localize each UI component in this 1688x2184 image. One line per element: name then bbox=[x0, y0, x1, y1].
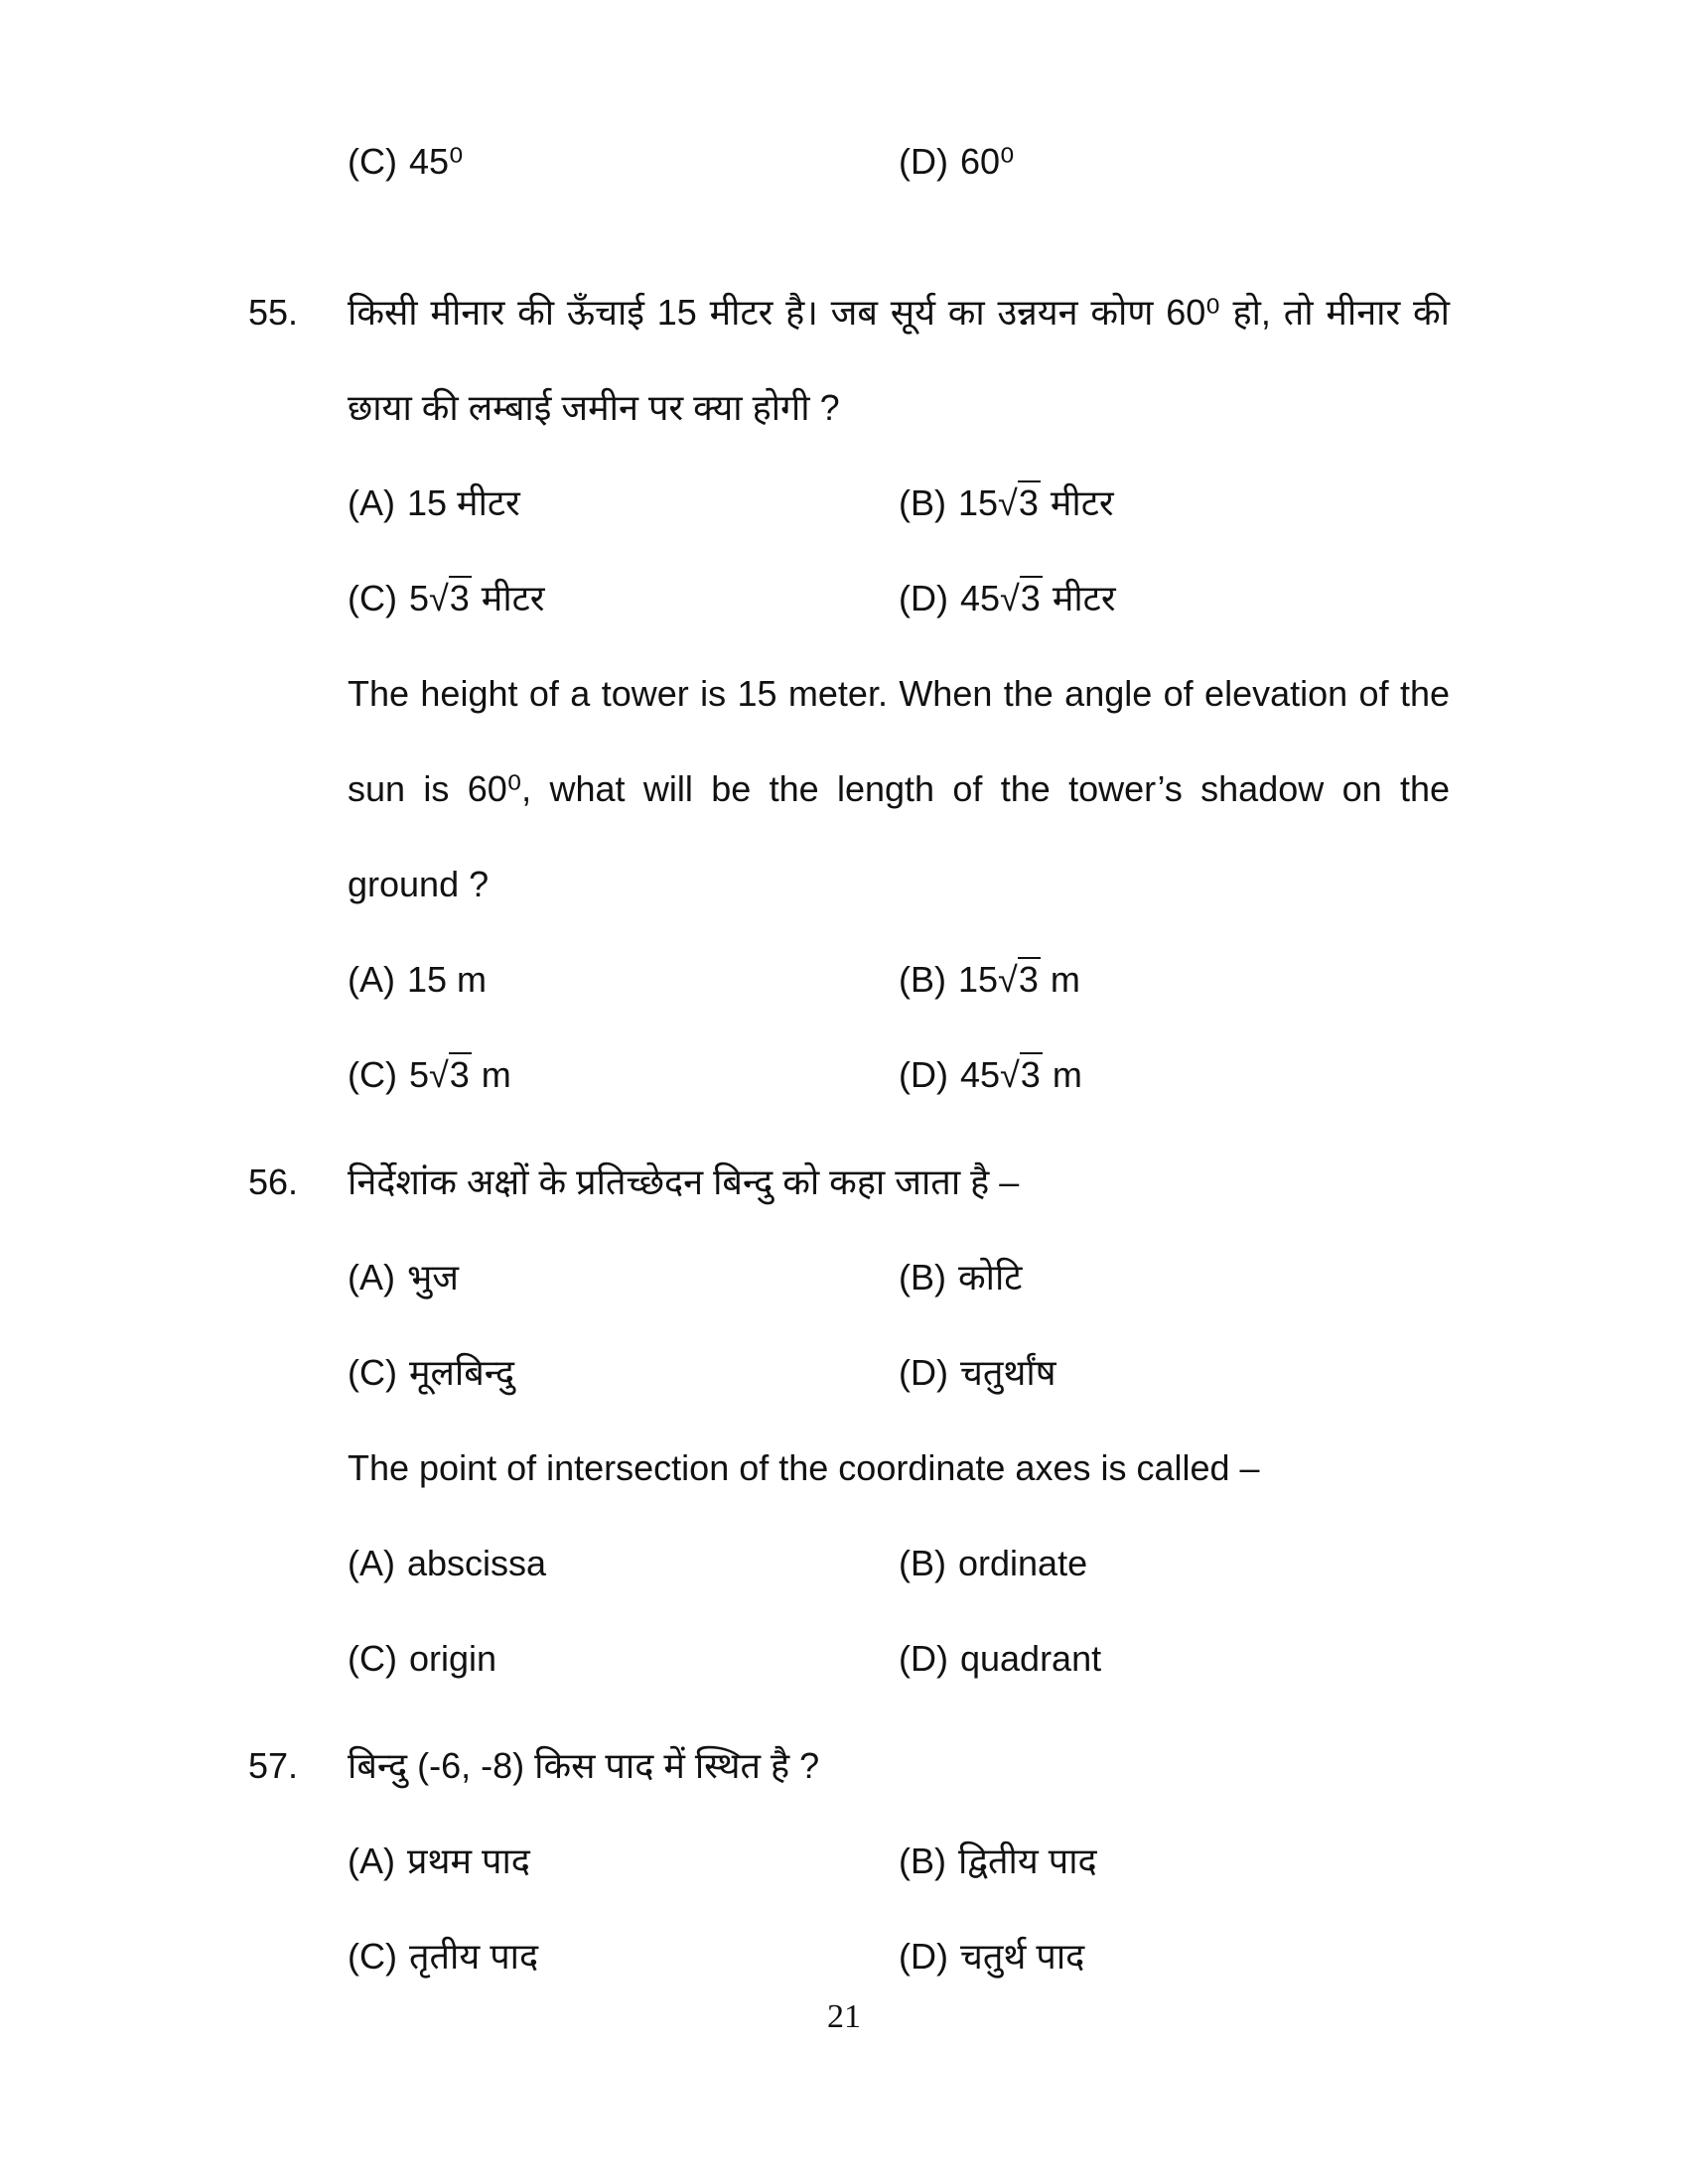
option-text: 60⁰ bbox=[959, 141, 1015, 182]
hindi-options-row-2 bbox=[348, 1325, 1450, 1421]
option-text: प्रथम पाद bbox=[407, 1841, 530, 1881]
option-label: (C) bbox=[348, 1936, 397, 1977]
previous-option-d bbox=[899, 114, 1450, 209]
page-number: 21 bbox=[827, 1998, 861, 2035]
option-a bbox=[348, 1516, 899, 1611]
option-text: चतुर्थांष bbox=[959, 1352, 1056, 1393]
hindi-options-row-1 bbox=[348, 1230, 1450, 1325]
question-number: 57. bbox=[248, 1745, 299, 1786]
question-text-hindi: बिन्दु (-6, -8) किस पाद में स्थित है ? bbox=[348, 1745, 820, 1786]
option-label: (B) bbox=[899, 959, 946, 1000]
question-number: 56. bbox=[248, 1161, 299, 1202]
option-label: (D) bbox=[899, 1936, 948, 1977]
option-label: (B) bbox=[899, 1543, 946, 1583]
option-text: तृतीय पाद bbox=[408, 1936, 539, 1977]
option-b bbox=[899, 1230, 1450, 1325]
option-label: (A) bbox=[348, 1257, 395, 1297]
option-label: (C) bbox=[348, 141, 397, 182]
question-body bbox=[348, 265, 1450, 1123]
option-label: (A) bbox=[348, 959, 395, 1000]
question-57 bbox=[248, 1718, 1450, 2004]
option-text: 45√3 m bbox=[959, 1054, 1082, 1095]
option-label: (B) bbox=[899, 482, 946, 523]
option-text: द्वितीय पाद bbox=[958, 1841, 1097, 1881]
option-c bbox=[348, 1325, 899, 1421]
option-text: भुज bbox=[407, 1257, 460, 1297]
option-text: 15√3 m bbox=[958, 959, 1080, 1000]
option-d bbox=[899, 1909, 1450, 2004]
option-d bbox=[899, 1027, 1450, 1123]
option-text: 5√3 m bbox=[408, 1054, 511, 1095]
question-number: 55. bbox=[248, 292, 299, 333]
option-label: (A) bbox=[348, 1841, 395, 1881]
option-text: मूलबिन्दु bbox=[408, 1352, 515, 1393]
option-a bbox=[348, 456, 899, 551]
hindi-options-row-1 bbox=[348, 1814, 1450, 1909]
option-b bbox=[899, 456, 1450, 551]
option-text: 15 m bbox=[407, 959, 488, 1000]
option-text: 15√3 मीटर bbox=[958, 482, 1114, 523]
english-options-row-1 bbox=[348, 1516, 1450, 1611]
question-56 bbox=[248, 1135, 1450, 1706]
option-d bbox=[899, 1611, 1450, 1706]
english-options-row-2 bbox=[348, 1027, 1450, 1123]
hindi-options-row-2 bbox=[348, 1909, 1450, 2004]
option-c bbox=[348, 1909, 899, 2004]
option-text: कोटि bbox=[958, 1257, 1023, 1297]
option-text: 45√3 मीटर bbox=[959, 578, 1116, 618]
option-label: (B) bbox=[899, 1841, 946, 1881]
english-options-row-1 bbox=[348, 932, 1450, 1027]
option-text: चतुर्थ पाद bbox=[959, 1936, 1085, 1977]
option-text: origin bbox=[408, 1638, 497, 1679]
option-label: (A) bbox=[348, 482, 395, 523]
option-label: (D) bbox=[899, 1638, 948, 1679]
option-c bbox=[348, 1611, 899, 1706]
option-label: (D) bbox=[899, 578, 948, 618]
option-label: (D) bbox=[899, 141, 948, 182]
hindi-options-row-2 bbox=[348, 551, 1450, 646]
option-a bbox=[348, 1814, 899, 1909]
hindi-options-row-1 bbox=[348, 456, 1450, 551]
option-b bbox=[899, 1814, 1450, 1909]
option-b bbox=[899, 932, 1450, 1027]
option-d bbox=[899, 1325, 1450, 1421]
question-text-english: The point of intersection of the coordinate axes is called – bbox=[348, 1447, 1260, 1488]
option-label: (D) bbox=[899, 1352, 948, 1393]
option-label: (D) bbox=[899, 1054, 948, 1095]
option-d bbox=[899, 551, 1450, 646]
option-label: (C) bbox=[348, 1054, 397, 1095]
question-text-english: The height of a tower is 15 meter. When the angle of elevation of the sun is 60⁰, what will be the length of the tower’s shadow on the ground ? bbox=[348, 673, 1450, 904]
option-label: (A) bbox=[348, 1543, 395, 1583]
option-text: ordinate bbox=[958, 1543, 1088, 1583]
option-text: abscissa bbox=[407, 1543, 547, 1583]
english-options-row-2 bbox=[348, 1611, 1450, 1706]
question-text-hindi: किसी मीनार की ऊँचाई 15 मीटर है। जब सूर्य का उन्नयन कोण 60⁰ हो, तो मीनार की छाया की लम्बाई जमीन पर क्या होगी ? bbox=[348, 292, 1450, 428]
option-text: 45⁰ bbox=[408, 141, 464, 182]
option-text: quadrant bbox=[959, 1638, 1102, 1679]
option-a bbox=[348, 932, 899, 1027]
option-a bbox=[348, 1230, 899, 1325]
question-body bbox=[348, 1135, 1450, 1706]
option-b bbox=[899, 1516, 1450, 1611]
option-label: (C) bbox=[348, 1638, 397, 1679]
option-c bbox=[348, 1027, 899, 1123]
previous-option-c bbox=[348, 114, 899, 209]
option-label: (B) bbox=[899, 1257, 946, 1297]
option-text: 5√3 मीटर bbox=[408, 578, 545, 618]
option-c bbox=[348, 551, 899, 646]
option-label: (C) bbox=[348, 578, 397, 618]
question-body bbox=[348, 1718, 1450, 2004]
option-text: 15 मीटर bbox=[407, 482, 520, 523]
question-text-hindi: निर्देशांक अक्षों के प्रतिच्छेदन बिन्दु को कहा जाता है – bbox=[348, 1161, 1020, 1202]
question-55 bbox=[248, 265, 1450, 1123]
option-label: (C) bbox=[348, 1352, 397, 1393]
previous-question-options-row bbox=[348, 114, 1450, 209]
